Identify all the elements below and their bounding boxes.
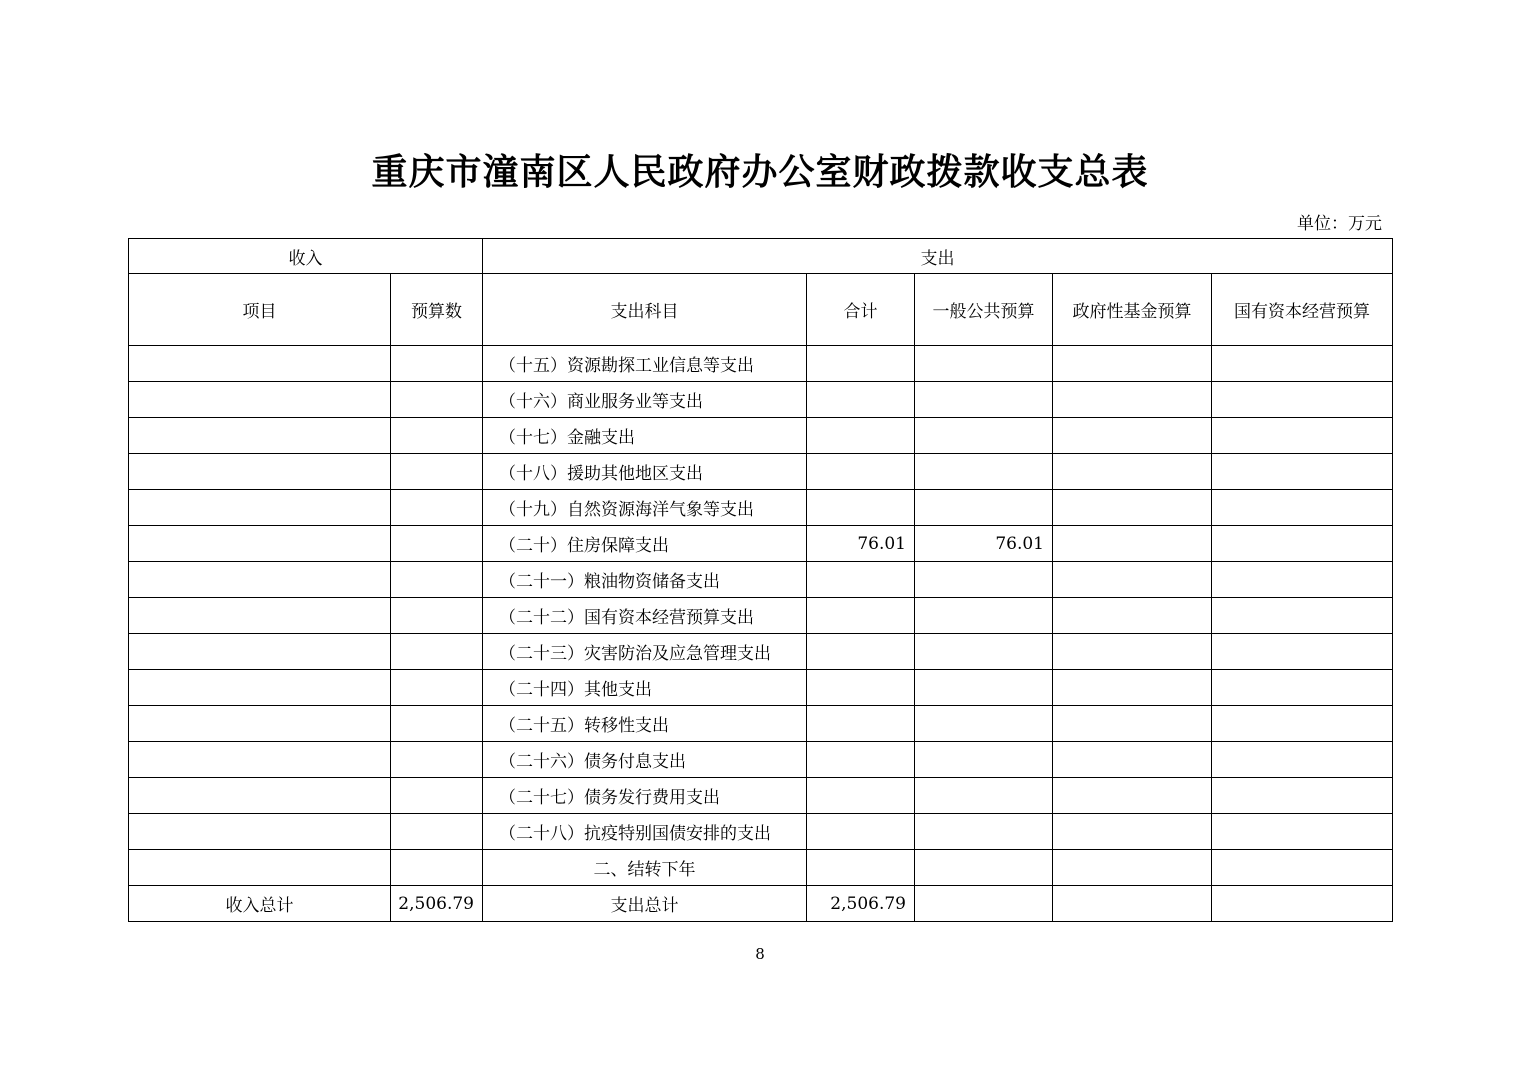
cell-fund	[1053, 670, 1212, 706]
income-total-label: 收入总计	[129, 886, 391, 922]
cell-fund	[1053, 778, 1212, 814]
table-row	[129, 454, 1393, 490]
cell-fund	[1053, 490, 1212, 526]
budget-table	[128, 238, 1393, 922]
cell-subject: （十七）金融支出	[483, 418, 807, 454]
cell-state	[1212, 742, 1393, 778]
cell-fund	[1053, 562, 1212, 598]
cell-fund	[1053, 886, 1212, 922]
cell-budget	[391, 598, 483, 634]
cell-subject: （二十六）债务付息支出	[483, 742, 807, 778]
cell-item	[129, 346, 391, 382]
cell-state	[1212, 382, 1393, 418]
cell-total	[807, 670, 915, 706]
cell-item	[129, 634, 391, 670]
cell-budget	[391, 490, 483, 526]
table-row	[129, 778, 1393, 814]
cell-subject: （二十七）债务发行费用支出	[483, 778, 807, 814]
cell-subject: （十八）援助其他地区支出	[483, 454, 807, 490]
cell-state	[1212, 598, 1393, 634]
cell-subject: （十九）自然资源海洋气象等支出	[483, 490, 807, 526]
income-header: 收入	[129, 239, 483, 274]
cell-fund	[1053, 850, 1212, 886]
cell-budget	[391, 850, 483, 886]
cell-total	[807, 346, 915, 382]
cell-general	[915, 850, 1053, 886]
cell-budget	[391, 346, 483, 382]
header-row-groups	[129, 239, 1393, 274]
cell-general	[915, 346, 1053, 382]
cell-item	[129, 562, 391, 598]
cell-item	[129, 526, 391, 562]
cell-state	[1212, 418, 1393, 454]
cell-general	[915, 742, 1053, 778]
cell-state	[1212, 886, 1393, 922]
cell-general	[915, 814, 1053, 850]
col-header-subject: 支出科目	[483, 274, 807, 346]
table-row	[129, 418, 1393, 454]
cell-fund	[1053, 598, 1212, 634]
cell-fund	[1053, 346, 1212, 382]
table-row	[129, 526, 1393, 562]
cell-subject: （十六）商业服务业等支出	[483, 382, 807, 418]
income-total-value: 2,506.79	[391, 886, 483, 922]
cell-total	[807, 706, 915, 742]
cell-total	[807, 778, 915, 814]
cell-general	[915, 418, 1053, 454]
table-row	[129, 490, 1393, 526]
col-header-budget: 预算数	[391, 274, 483, 346]
cell-general	[915, 778, 1053, 814]
cell-budget	[391, 382, 483, 418]
cell-subject: （二十四）其他支出	[483, 670, 807, 706]
cell-total	[807, 418, 915, 454]
table-row	[129, 670, 1393, 706]
carryover-subject: 二、结转下年	[483, 850, 807, 886]
cell-total	[807, 454, 915, 490]
cell-subject: （二十）住房保障支出	[483, 526, 807, 562]
cell-item	[129, 670, 391, 706]
col-header-fund: 政府性基金预算	[1053, 274, 1212, 346]
cell-state	[1212, 526, 1393, 562]
cell-subject: （二十八）抗疫特别国债安排的支出	[483, 814, 807, 850]
cell-subject: （二十五）转移性支出	[483, 706, 807, 742]
cell-item	[129, 742, 391, 778]
cell-budget	[391, 778, 483, 814]
cell-budget	[391, 634, 483, 670]
cell-subject: （二十一）粮油物资储备支出	[483, 562, 807, 598]
cell-budget	[391, 814, 483, 850]
unit-label: 单位：万元	[1297, 214, 1382, 234]
cell-fund	[1053, 526, 1212, 562]
col-header-general: 一般公共预算	[915, 274, 1053, 346]
cell-fund	[1053, 418, 1212, 454]
cell-general	[915, 634, 1053, 670]
cell-general	[915, 598, 1053, 634]
carryover-row	[129, 850, 1393, 886]
table-row	[129, 382, 1393, 418]
cell-item	[129, 814, 391, 850]
table-row	[129, 598, 1393, 634]
cell-subject: （十五）资源勘探工业信息等支出	[483, 346, 807, 382]
cell-item	[129, 490, 391, 526]
cell-subject: （二十三）灾害防治及应急管理支出	[483, 634, 807, 670]
cell-item	[129, 382, 391, 418]
cell-total	[807, 850, 915, 886]
table-row	[129, 346, 1393, 382]
table-row	[129, 742, 1393, 778]
cell-total	[807, 598, 915, 634]
table-row	[129, 706, 1393, 742]
cell-general	[915, 886, 1053, 922]
table-row	[129, 634, 1393, 670]
cell-budget	[391, 526, 483, 562]
expense-total-label: 支出总计	[483, 886, 807, 922]
cell-general	[915, 706, 1053, 742]
cell-general	[915, 562, 1053, 598]
cell-state	[1212, 670, 1393, 706]
cell-state	[1212, 454, 1393, 490]
col-header-state: 国有资本经营预算	[1212, 274, 1393, 346]
cell-fund	[1053, 634, 1212, 670]
cell-state	[1212, 562, 1393, 598]
cell-total	[807, 490, 915, 526]
cell-state	[1212, 778, 1393, 814]
cell-subject: （二十二）国有资本经营预算支出	[483, 598, 807, 634]
cell-general	[915, 382, 1053, 418]
cell-budget	[391, 670, 483, 706]
table-row	[129, 562, 1393, 598]
cell-item	[129, 850, 391, 886]
cell-total	[807, 742, 915, 778]
cell-general	[915, 454, 1053, 490]
expense-header: 支出	[483, 239, 1393, 274]
cell-fund	[1053, 706, 1212, 742]
cell-state	[1212, 850, 1393, 886]
header-row-columns	[129, 274, 1393, 346]
cell-item	[129, 778, 391, 814]
cell-item	[129, 598, 391, 634]
cell-item	[129, 454, 391, 490]
cell-total	[807, 562, 915, 598]
cell-item	[129, 418, 391, 454]
cell-total: 76.01	[807, 526, 915, 562]
cell-fund	[1053, 742, 1212, 778]
cell-total	[807, 634, 915, 670]
cell-total	[807, 382, 915, 418]
cell-item	[129, 706, 391, 742]
cell-state	[1212, 346, 1393, 382]
cell-fund	[1053, 382, 1212, 418]
cell-budget	[391, 562, 483, 598]
cell-budget	[391, 742, 483, 778]
page-number: 8	[755, 945, 765, 963]
totals-row	[129, 886, 1393, 922]
cell-budget	[391, 706, 483, 742]
table-row	[129, 814, 1393, 850]
cell-state	[1212, 814, 1393, 850]
cell-state	[1212, 634, 1393, 670]
cell-fund	[1053, 814, 1212, 850]
cell-budget	[391, 418, 483, 454]
cell-total	[807, 814, 915, 850]
cell-budget	[391, 454, 483, 490]
cell-general	[915, 490, 1053, 526]
expense-total-value: 2,506.79	[807, 886, 915, 922]
page-title: 重庆市潼南区人民政府办公室财政拨款收支总表	[371, 151, 1149, 193]
cell-state	[1212, 706, 1393, 742]
cell-fund	[1053, 454, 1212, 490]
col-header-total: 合计	[807, 274, 915, 346]
cell-general	[915, 670, 1053, 706]
cell-general: 76.01	[915, 526, 1053, 562]
col-header-item: 项目	[129, 274, 391, 346]
cell-state	[1212, 490, 1393, 526]
